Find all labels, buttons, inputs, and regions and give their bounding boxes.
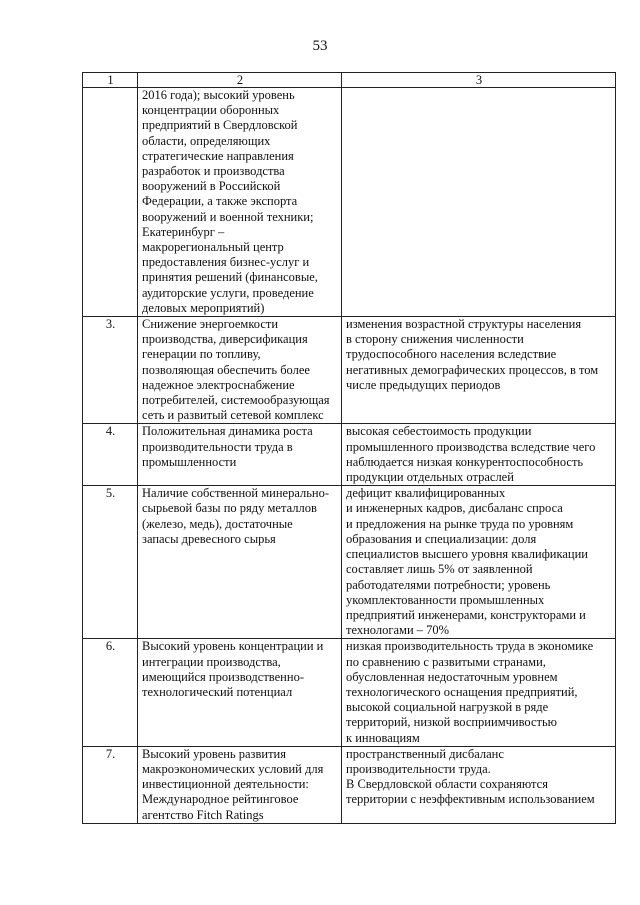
text-line: сеть и развитый сетевой комплекс bbox=[142, 408, 324, 423]
text-line: (железо, медь), достаточные bbox=[142, 516, 293, 531]
text-line: изменения возрастной структуры населения bbox=[346, 317, 582, 332]
text-line: негативных демографических процессов, в том bbox=[346, 362, 599, 377]
text-line: Высокий уровень развития bbox=[142, 746, 286, 761]
text-line: трудоспособного населения вследствие bbox=[346, 347, 557, 362]
text-line: аудиторские услуги, проведение bbox=[142, 285, 314, 300]
weakness-cell bbox=[342, 424, 616, 486]
weakness-cell bbox=[342, 88, 616, 317]
text-line: образования и специализации: доля bbox=[346, 531, 537, 546]
text-line: территорий, низкой восприимчивостью bbox=[346, 715, 558, 730]
text-line: деловых мероприятий) bbox=[142, 300, 265, 315]
text-line: Екатеринбург – bbox=[142, 224, 225, 239]
row-number-cell bbox=[83, 88, 138, 317]
text-line: имеющийся производственно- bbox=[142, 669, 304, 684]
text-line: принятия решений (финансовые, bbox=[142, 270, 318, 285]
text-line: технологический потенциал bbox=[142, 684, 293, 699]
text-line: области, определяющих bbox=[142, 133, 271, 148]
text-line: работодателями потребности; уровень bbox=[346, 577, 551, 592]
weakness-cell bbox=[342, 317, 616, 424]
text-line: продукции отдельных отраслей bbox=[346, 470, 514, 485]
text-line: производства, диверсификация bbox=[142, 332, 308, 347]
header-cell-3: 3 bbox=[342, 73, 616, 88]
table-header-row bbox=[83, 73, 616, 88]
text-line: пространственный дисбаланс bbox=[346, 746, 504, 761]
text-line: специалистов высшего уровня квалификации bbox=[346, 547, 588, 562]
header-cell-2: 2 bbox=[138, 73, 342, 88]
row-number-cell: 3. bbox=[83, 317, 138, 424]
text-line: 2016 года); высокий уровень bbox=[142, 88, 295, 102]
table-row bbox=[83, 639, 616, 746]
text-line: высокая себестоимость продукции bbox=[346, 424, 532, 439]
strength-cell bbox=[138, 424, 342, 486]
table-row bbox=[83, 746, 616, 823]
row-number-cell: 4. bbox=[83, 424, 138, 486]
text-line: технологами – 70% bbox=[346, 623, 450, 638]
table-row bbox=[83, 486, 616, 639]
text-line: к инновациям bbox=[346, 730, 420, 745]
text-line: вооружений и военной техники; bbox=[142, 209, 314, 224]
text-line: генерации по топливу, bbox=[142, 347, 261, 362]
text-line: наблюдается низкая конкурентоспособность bbox=[346, 454, 584, 469]
header-cell-1: 1 bbox=[83, 73, 138, 88]
text-line: потребителей, системообразующая bbox=[142, 393, 330, 408]
row-number-cell: 5. bbox=[83, 486, 138, 639]
text-line: стратегические направления bbox=[142, 148, 294, 163]
text-line: предприятий инженерами, конструкторами и bbox=[346, 607, 586, 622]
text-line: высокой социальной нагрузкой в ряде bbox=[346, 700, 549, 715]
table-row bbox=[83, 317, 616, 424]
strength-cell bbox=[138, 88, 342, 317]
text-line: макроэкономических условий для bbox=[142, 761, 324, 776]
text-line: агентство Fitch Ratings bbox=[142, 807, 264, 822]
text-line: В Свердловской области сохраняются bbox=[346, 777, 548, 792]
text-line: Федерации, а также экспорта bbox=[142, 194, 298, 209]
strength-cell bbox=[138, 639, 342, 746]
weakness-cell bbox=[342, 639, 616, 746]
text-line: макрорегиональный центр bbox=[142, 240, 284, 255]
text-line: и предложения на рынке труда по уровням bbox=[346, 516, 574, 531]
table-row bbox=[83, 424, 616, 486]
text-line: низкая производительность труда в экономике bbox=[346, 639, 594, 654]
text-line: в сторону снижения численности bbox=[346, 332, 524, 347]
text-line: Высокий уровень концентрации и bbox=[142, 639, 324, 654]
table-row bbox=[83, 88, 616, 317]
text-line: запасы древесного сырья bbox=[142, 531, 276, 546]
row-number-cell: 6. bbox=[83, 639, 138, 746]
text-line: Снижение энергоемкости bbox=[142, 317, 279, 332]
text-line: разработок и производства bbox=[142, 164, 285, 179]
text-line: промышленного производства вследствие чего bbox=[346, 439, 596, 454]
text-line: укомплектованности промышленных bbox=[346, 592, 545, 607]
text-line: числе предыдущих периодов bbox=[346, 377, 501, 392]
weakness-cell bbox=[342, 746, 616, 823]
text-line: вооружений в Российской bbox=[142, 179, 281, 194]
text-line: обусловленная недостаточным уровнем bbox=[346, 669, 558, 684]
text-line: по сравнению с развитыми странами, bbox=[346, 654, 546, 669]
strength-cell bbox=[138, 486, 342, 639]
text-line: инвестиционной деятельности: bbox=[142, 777, 309, 792]
row-number-cell: 7. bbox=[83, 746, 138, 823]
text-line: Международное рейтинговое bbox=[142, 792, 299, 807]
text-line: и инженерных кадров, дисбаланс спроса bbox=[346, 501, 563, 516]
text-line: Положительная динамика роста bbox=[142, 424, 313, 439]
text-line: сырьевой базы по ряду металлов bbox=[142, 501, 317, 516]
text-line: предоставления бизнес-услуг и bbox=[142, 255, 310, 270]
strength-cell bbox=[138, 746, 342, 823]
text-line: составляет лишь 5% от заявленной bbox=[346, 562, 533, 577]
text-line: производительности труда в bbox=[142, 439, 293, 454]
page-number: 53 bbox=[312, 38, 328, 54]
text-line: интеграции производства, bbox=[142, 654, 281, 669]
text-line: технологического оснащения предприятий, bbox=[346, 684, 578, 699]
text-line: надежное электроснабжение bbox=[142, 377, 295, 392]
weakness-cell bbox=[342, 486, 616, 639]
text-line: дефицит квалифицированных bbox=[346, 486, 506, 501]
text-line: территории с неэффективным использованием bbox=[346, 792, 595, 807]
text-line: концентрации оборонных bbox=[142, 103, 280, 118]
text-line: Наличие собственной минерально- bbox=[142, 486, 330, 501]
swot-table bbox=[82, 72, 616, 824]
text-line: предприятий в Свердловской bbox=[142, 118, 298, 133]
text-line: промышленности bbox=[142, 454, 237, 469]
text-line: позволяющая обеспечить более bbox=[142, 362, 310, 377]
strength-cell bbox=[138, 317, 342, 424]
text-line: производительности труда. bbox=[346, 761, 491, 776]
